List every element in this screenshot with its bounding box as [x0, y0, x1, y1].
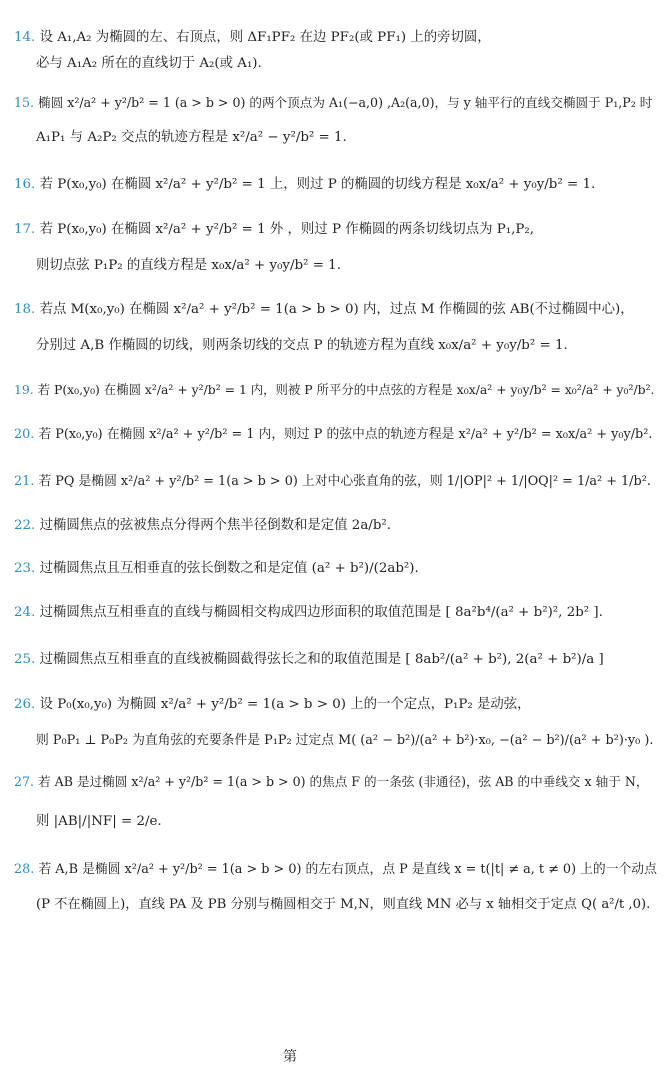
- item-line: [14, 472, 651, 492]
- page-footer: 第: [283, 1049, 297, 1065]
- item-number: 20.: [14, 427, 35, 442]
- item-text: 若 P(x₀,y₀) 在椭圆 x²/a² + y²/b² = 1 上，则过 P 的椭圆的切线方程是 x₀x/a² + y₀y/b² = 1.: [39, 177, 596, 192]
- item-number: 15.: [14, 95, 35, 110]
- item-text: 则切点弦 P₁P₂ 的直线方程是 x₀x/a² + y₀y/b² = 1.: [36, 258, 341, 273]
- item-line: [14, 28, 491, 48]
- item-text: 若 P(x₀,y₀) 在椭圆 x²/a² + y²/b² = 1 外 ，则过 P 作椭圆的两条切线切点为 P₁,P₂,: [39, 222, 535, 237]
- item-text: 则 P₀P₁ ⊥ P₀P₂ 为直角弦的充要条件是 P₁P₂ 过定点 M( (a² − b²)/(a² + b²)·x₀, −(a² − b²)/(a² + b²)·y₀ ).: [36, 733, 654, 748]
- item-number: 14.: [14, 30, 36, 45]
- item-line: [36, 256, 341, 276]
- item-line: [14, 603, 603, 623]
- item-text: 过椭圆焦点互相垂直的直线与椭圆相交构成四边形面积的取值范围是 [ 8a²b⁴/(a² + b²)², 2b² ].: [39, 605, 603, 620]
- item-number: 22.: [14, 518, 36, 533]
- item-line: [14, 695, 531, 715]
- item-number: 16.: [14, 177, 36, 192]
- item-line: [14, 175, 595, 195]
- item-text: 若 P(x₀,y₀) 在椭圆 x²/a² + y²/b² = 1 内，则过 P 的弦中点的轨迹方程是 x²/a² + y²/b² = x₀x/a² + y₀y/b².: [38, 427, 653, 442]
- item-line: [14, 860, 657, 880]
- item-text: 过椭圆焦点互相垂直的直线被椭圆截得弦长之和的取值范围是 [ 8ab²/(a² + b²), 2(a² + b²)/a ]: [39, 652, 604, 667]
- item-text: A₁P₁ 与 A₂P₂ 交点的轨迹方程是 x²/a² − y²/b² = 1.: [36, 130, 347, 145]
- item-text: 若 AB 是过椭圆 x²/a² + y²/b² = 1(a > b > 0) 的焦点 F 的一条弦 (非通径)，弦 AB 的中垂线交 x 轴于 N，: [38, 774, 649, 789]
- item-line: [36, 336, 568, 356]
- item-line: [36, 128, 347, 148]
- item-number: 26.: [14, 697, 36, 712]
- item-number: 27.: [14, 774, 35, 789]
- item-text: 分别过 A,B 作椭圆的切线，则两条切线的交点 P 的轨迹方程为直线 x₀x/a² + y₀y/b² = 1.: [36, 338, 568, 353]
- item-text: 若 A,B 是椭圆 x²/a² + y²/b² = 1(a > b > 0) 的左右顶点，点 P 是直线 x = t(|t| ≠ a, t ≠ 0) 上的一个动点: [38, 862, 657, 877]
- item-line: [14, 425, 652, 445]
- item-line: [14, 300, 634, 320]
- item-number: 18.: [14, 302, 36, 317]
- item-number: 21.: [14, 474, 35, 489]
- item-text: 若 P(x₀,y₀) 在椭圆 x²/a² + y²/b² = 1 内，则被 P 所平分的中点弦的方程是 x₀x/a² + y₀y/b² = x₀²/a² + y₀²/b².: [37, 382, 655, 397]
- item-text: 设 A₁,A₂ 为椭圆的左、右顶点，则 ΔF₁PF₂ 在边 PF₂(或 PF₁) 上的旁切圆，: [39, 30, 491, 45]
- item-text: 必与 A₁A₂ 所在的直线切于 A₂(或 A₁).: [36, 56, 262, 71]
- item-number: 25.: [14, 652, 36, 667]
- item-number: 24.: [14, 605, 36, 620]
- item-line: [36, 812, 162, 832]
- item-text: 若 PQ 是椭圆 x²/a² + y²/b² = 1(a > b > 0) 上对中心张直角的弦，则 1/|OP|² + 1/|OQ|² = 1/a² + 1/b².: [38, 474, 651, 489]
- item-line: [36, 895, 650, 915]
- item-line: [36, 54, 262, 74]
- item-number: 23.: [14, 561, 36, 576]
- item-text: 设 P₀(x₀,y₀) 为椭圆 x²/a² + y²/b² = 1(a > b > 0) 上的一个定点，P₁P₂ 是动弦，: [39, 697, 531, 712]
- item-text: 过椭圆焦点的弦被焦点分得两个焦半径倒数和是定值 2a/b².: [39, 518, 392, 533]
- item-line: [14, 93, 652, 113]
- item-number: 19.: [14, 382, 34, 397]
- item-line: [36, 731, 653, 751]
- item-text: 则 |AB|/|NF| = 2/e.: [36, 814, 162, 829]
- item-line: [14, 516, 391, 536]
- item-text: 椭圆 x²/a² + y²/b² = 1 (a > b > 0) 的两个顶点为 A₁(−a,0) ,A₂(a,0)，与 y 轴平行的直线交椭圆于 P₁,P₂ 时: [38, 95, 653, 110]
- item-line: [14, 559, 419, 579]
- item-text: 若点 M(x₀,y₀) 在椭圆 x²/a² + y²/b² = 1(a > b > 0) 内，过点 M 作椭圆的弦 AB(不过椭圆中心)，: [39, 302, 634, 317]
- item-line: [14, 772, 648, 792]
- item-text: (P 不在椭圆上)，直线 PA 及 PB 分别与椭圆相交于 M,N，则直线 MN 必与 x 轴相交于定点 Q( a²/t ,0).: [36, 897, 651, 912]
- item-line: [14, 650, 604, 670]
- item-line: [14, 220, 534, 240]
- item-text: 过椭圆焦点且互相垂直的弦长倒数之和是定值 (a² + b²)/(2ab²).: [39, 561, 419, 576]
- item-number: 17.: [14, 222, 36, 237]
- item-number: 28.: [14, 862, 35, 877]
- item-line: [14, 380, 654, 400]
